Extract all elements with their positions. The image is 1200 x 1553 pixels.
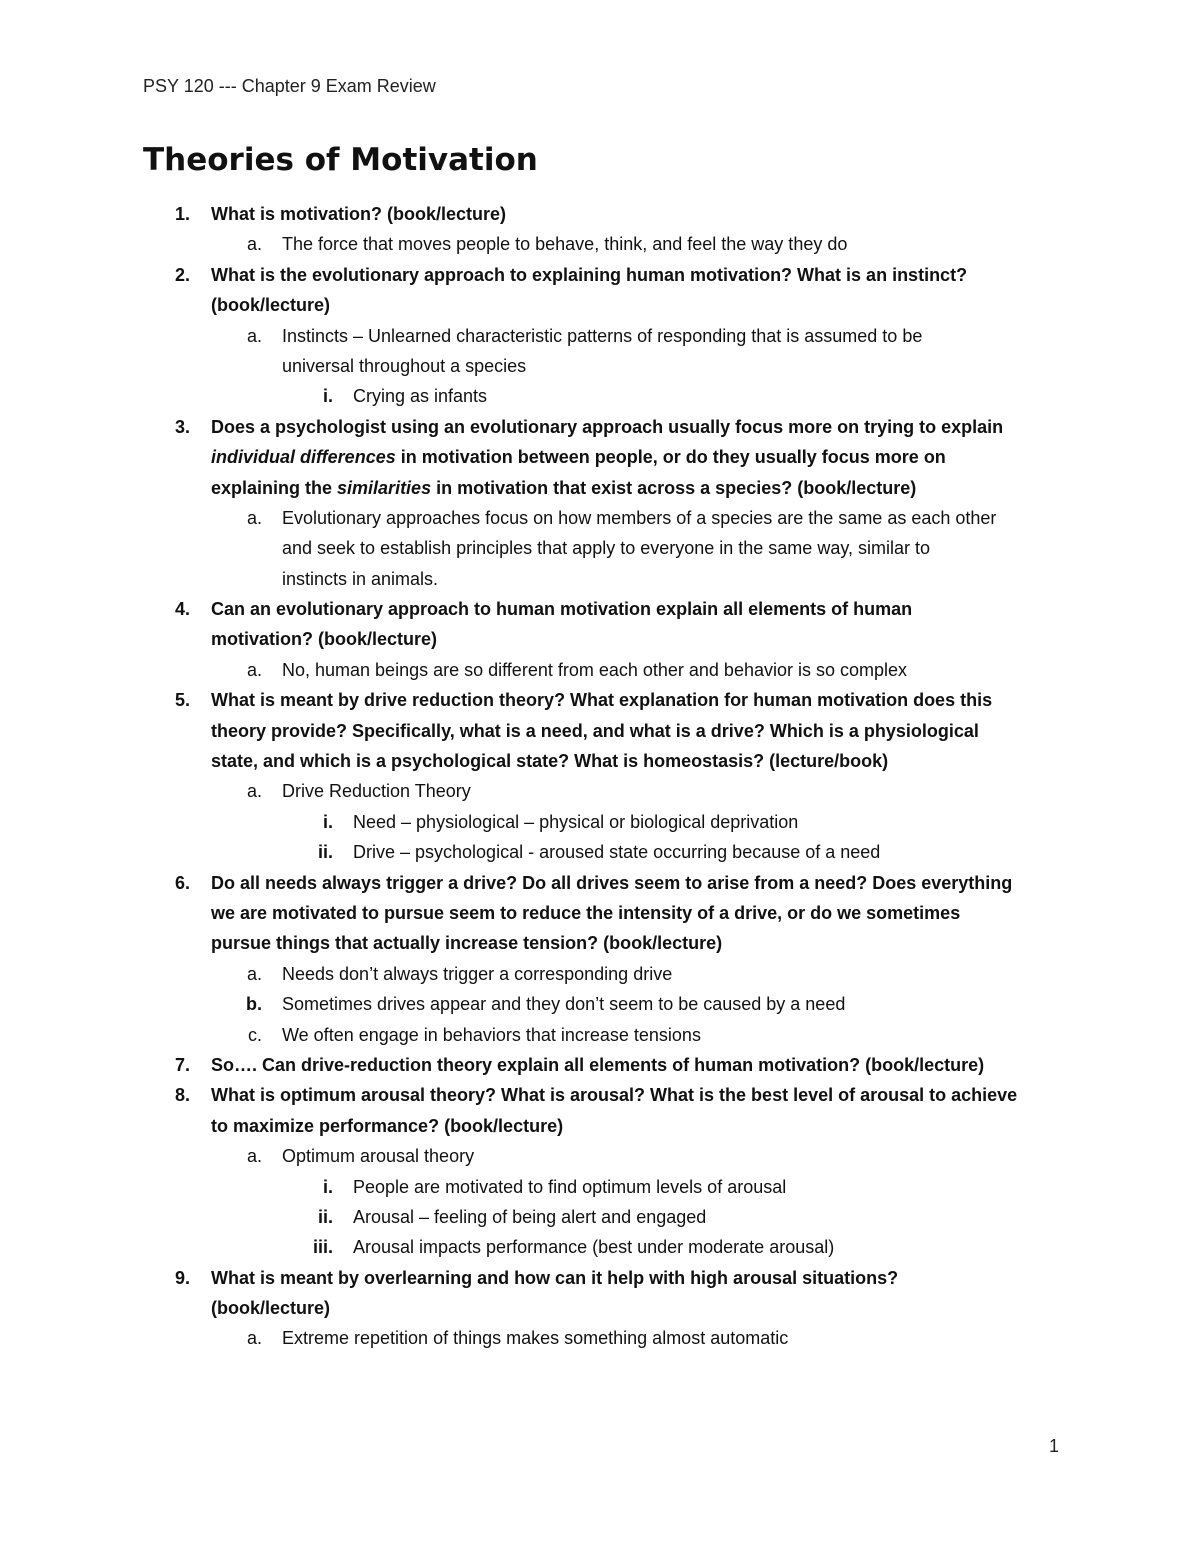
list-marker: a. <box>246 1328 262 1349</box>
question-line <box>0 442 1200 472</box>
line-text: Need – physiological – physical or biological deprivation <box>353 811 799 832</box>
question-line <box>0 746 1200 776</box>
document-body <box>0 199 1200 1354</box>
question-line <box>0 685 1200 715</box>
answer-line <box>0 321 1200 351</box>
line-text: People are motivated to find optimum levels of arousal <box>353 1176 787 1197</box>
list-marker: b. <box>246 994 262 1015</box>
list-marker: 9. <box>174 1267 190 1288</box>
line-text: We often engage in behaviors that increase tensions <box>282 1024 701 1045</box>
list-marker: i. <box>322 811 333 832</box>
question-line <box>0 716 1200 746</box>
list-marker: 1. <box>174 204 190 224</box>
question-line <box>0 1050 1200 1080</box>
line-text: state, and which is a psychological state? What is homeostasis? (lecture/book) <box>211 751 889 772</box>
list-marker: a. <box>246 963 262 984</box>
line-text <box>211 473 916 503</box>
list-marker: i. <box>322 386 333 407</box>
line-text: Does a psychologist using an evolutionary approach usually focus more on trying to explain <box>211 416 1004 437</box>
page-number: 1 <box>1049 1436 1060 1456</box>
line-text: Evolutionary approaches focus on how members of a species are the same as each other <box>282 507 997 528</box>
text-segment: explaining the <box>211 477 338 498</box>
list-marker: a. <box>246 1146 262 1167</box>
line-text: What is motivation? (book/lecture) <box>211 204 507 224</box>
line-text: What is the evolutionary approach to explaining human motivation? What is an instinct? <box>211 264 968 285</box>
line-text: Instincts – Unlearned characteristic patterns of responding that is assumed to be <box>282 325 923 346</box>
list-marker: 3. <box>174 416 190 437</box>
answer-line <box>0 1202 1200 1232</box>
line-text: pursue things that actually increase tension? (book/lecture) <box>211 933 723 954</box>
question-line <box>0 199 1200 229</box>
question-line <box>0 412 1200 442</box>
list-marker: 5. <box>174 690 190 711</box>
answer-line <box>0 1232 1200 1262</box>
text-segment: in motivation between people, or do they usually focus more on <box>395 447 946 468</box>
line-text: and seek to establish principles that apply to everyone in the same way, similar to <box>282 538 930 559</box>
list-marker: 4. <box>174 599 190 620</box>
question-line <box>0 868 1200 898</box>
text-segment: in motivation that exist across a species? (book/lecture) <box>431 477 917 498</box>
answer-line <box>0 837 1200 867</box>
line-text: What is meant by drive reduction theory? What explanation for human motivation does this <box>211 690 993 711</box>
line-text: we are motivated to pursue seem to reduce the intensity of a drive, or do we sometimes <box>211 902 961 923</box>
line-text: motivation? (book/lecture) <box>211 629 438 650</box>
answer-line <box>0 989 1200 1019</box>
answer-line <box>0 351 1200 381</box>
question-line <box>0 473 1200 503</box>
list-marker: 6. <box>174 872 190 893</box>
line-text: Optimum arousal theory <box>282 1146 475 1167</box>
answer-line <box>0 959 1200 989</box>
list-marker: ii. <box>317 842 333 863</box>
question-line <box>0 928 1200 958</box>
line-text: The force that moves people to behave, think, and feel the way they do <box>282 234 848 255</box>
line-text: So…. Can drive-reduction theory explain all elements of human motivation? (book/lecture) <box>211 1054 985 1075</box>
line-text: (book/lecture) <box>211 295 331 316</box>
list-marker: 7. <box>174 1054 190 1075</box>
line-text: instincts in animals. <box>282 568 439 589</box>
question-line <box>0 290 1200 320</box>
line-text: theory provide? Specifically, what is a need, and what is a drive? Which is a physiological <box>211 720 979 741</box>
line-text: Sometimes drives appear and they don’t seem to be caused by a need <box>282 994 846 1015</box>
page-title: Theories of Motivation <box>143 142 538 178</box>
line-text: Can an evolutionary approach to human motivation explain all elements of human <box>211 599 913 620</box>
question-line <box>0 1111 1200 1141</box>
line-text: Drive Reduction Theory <box>282 781 471 802</box>
emphasis-text: similarities <box>337 477 432 498</box>
page-header: PSY 120 --- Chapter 9 Exam Review <box>143 76 436 96</box>
line-text: What is meant by overlearning and how can it help with high arousal situations? <box>211 1267 899 1288</box>
question-line <box>0 624 1200 654</box>
line-text: (book/lecture) <box>211 1298 331 1319</box>
answer-line <box>0 1020 1200 1050</box>
list-marker: a. <box>246 507 262 528</box>
list-marker: a. <box>246 659 262 680</box>
list-marker: a. <box>246 325 262 346</box>
answer-line <box>0 807 1200 837</box>
question-line <box>0 1080 1200 1110</box>
question-line <box>0 1293 1200 1323</box>
answer-line <box>0 533 1200 563</box>
answer-line <box>0 503 1200 533</box>
line-text: to maximize performance? (book/lecture) <box>211 1115 564 1136</box>
line-text: Needs don’t always trigger a corresponding drive <box>282 963 673 984</box>
answer-line <box>0 1172 1200 1202</box>
answer-line <box>0 381 1200 411</box>
answer-line <box>0 229 1200 259</box>
line-text: Arousal – feeling of being alert and engaged <box>353 1206 707 1227</box>
line-text: Arousal impacts performance (best under moderate arousal) <box>353 1237 835 1258</box>
question-line <box>0 594 1200 624</box>
list-marker: i. <box>322 1176 333 1197</box>
list-marker: a. <box>246 781 262 802</box>
answer-line <box>0 776 1200 806</box>
question-line <box>0 260 1200 290</box>
line-text: No, human beings are so different from each other and behavior is so complex <box>282 659 908 680</box>
line-text: Do all needs always trigger a drive? Do all drives seem to arise from a need? Does everything <box>211 872 1013 893</box>
list-marker: 2. <box>174 264 190 285</box>
line-text: Extreme repetition of things makes something almost automatic <box>282 1328 789 1349</box>
answer-line <box>0 1141 1200 1171</box>
line-text <box>211 442 946 472</box>
list-marker: ii. <box>317 1206 333 1227</box>
question-line <box>0 1263 1200 1293</box>
list-marker: a. <box>246 234 262 255</box>
answer-line <box>0 1323 1200 1353</box>
answer-line <box>0 655 1200 685</box>
answer-line <box>0 564 1200 594</box>
line-text: universal throughout a species <box>282 355 527 376</box>
line-text: What is optimum arousal theory? What is arousal? What is the best level of arousal to achieve <box>211 1085 1018 1106</box>
emphasis-text: individual differences <box>211 447 396 468</box>
list-marker: c. <box>247 1024 262 1045</box>
list-marker: iii. <box>312 1237 333 1258</box>
question-line <box>0 898 1200 928</box>
line-text: Drive – psychological - aroused state occurring because of a need <box>353 842 881 863</box>
list-marker: 8. <box>174 1085 190 1106</box>
line-text: Crying as infants <box>353 386 488 407</box>
